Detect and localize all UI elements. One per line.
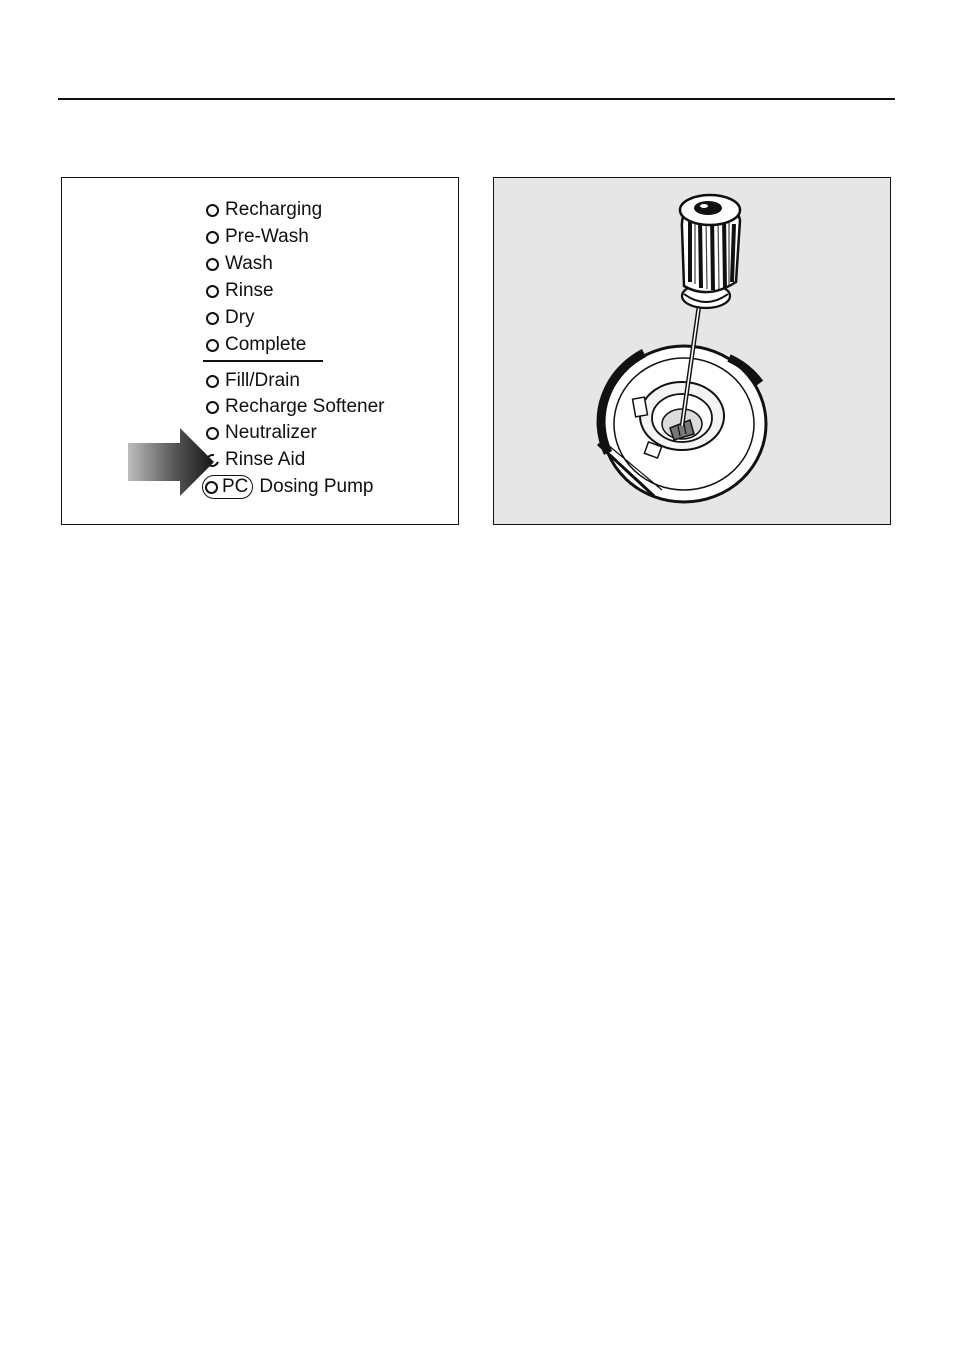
indicator-label: Fill/Drain [225, 370, 300, 391]
indicator-led-icon [206, 285, 219, 298]
indicator-panel [61, 177, 459, 525]
indicator-rinse-aid [206, 448, 305, 472]
indicator-led-icon [206, 258, 219, 271]
indicator-led-icon [206, 375, 219, 388]
indicator-label: Recharging [225, 199, 323, 220]
indicator-rinse [206, 279, 274, 303]
top-rule [58, 98, 895, 100]
indicator-wash [206, 252, 273, 276]
indicator-complete [206, 333, 306, 357]
indicator-fill-drain [206, 369, 300, 393]
indicator-label: Dry [225, 307, 255, 328]
pointer-arrow-icon [128, 428, 218, 496]
indicator-label: Dosing Pump [259, 476, 374, 497]
indicator-label: Wash [225, 253, 273, 274]
indicator-led-icon [206, 401, 219, 414]
indicator-label: Neutralizer [225, 422, 317, 443]
indicator-dosing-pump [206, 475, 373, 499]
indicator-recharge-softener [206, 395, 385, 419]
indicator-recharging [206, 198, 322, 222]
indicator-label: Complete [225, 334, 307, 355]
indicator-led-icon [206, 204, 219, 217]
indicator-led-icon [206, 339, 219, 352]
indicator-label: Recharge Softener [225, 396, 385, 417]
pc-badge-label: PC [222, 476, 249, 497]
indicator-dry [206, 306, 255, 330]
indicator-label: Pre-Wash [225, 226, 309, 247]
indicator-label: Rinse [225, 280, 274, 301]
screwdriver-dispenser-illustration [494, 178, 892, 526]
indicator-label: Rinse Aid [225, 449, 306, 470]
indicator-led-icon [206, 231, 219, 244]
indicator-led-icon [206, 312, 219, 325]
illustration-panel [493, 177, 891, 525]
indicator-neutralizer [206, 421, 317, 445]
indicator-pre-wash [206, 225, 309, 249]
indicator-divider [203, 360, 323, 362]
